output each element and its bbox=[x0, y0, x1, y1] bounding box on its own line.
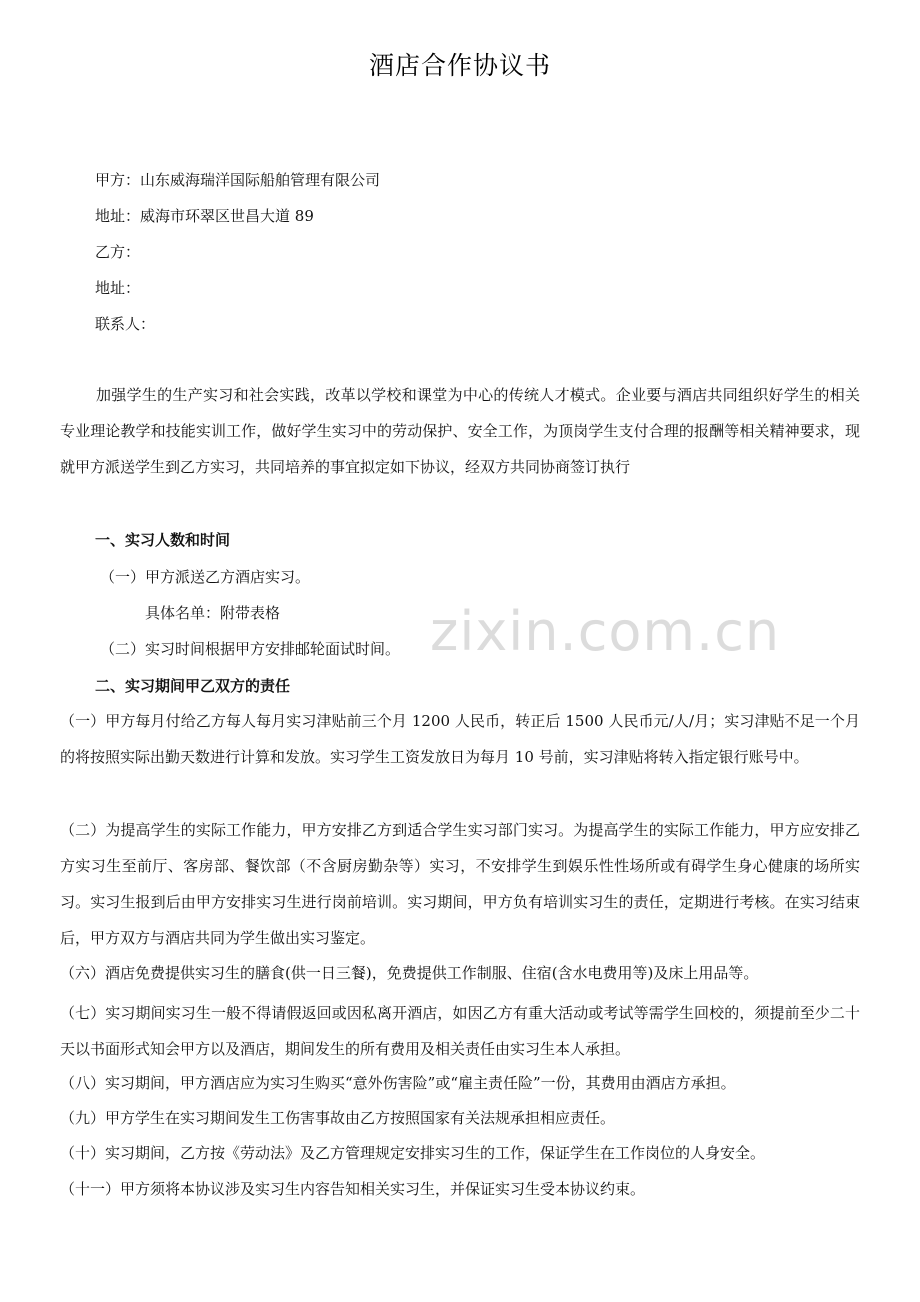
contact: 联系人： bbox=[95, 315, 156, 333]
section-1-item-2: （二）实习时间根据甲方安排邮轮面试时间。 bbox=[100, 640, 401, 658]
section-2-item-9: （九）甲方学生在实习期间发生工伤害事故由乙方按照国家有关法规承担相应责任。 bbox=[60, 1109, 616, 1127]
intro-paragraph: 加强学生的生产实习和社会实践，改革以学校和课堂为中心的传统人才模式。企业要与酒店共同组织好学生的相关专业理论教学和技能实训工作，做好学生实习中的劳动保护、安全工作，为顶岗学生支付合理的报酬等相关精神要求，现就甲方派送学生到乙方实习，共同培养的事宜拟定如下协议，经双方共同协商签订执行 bbox=[60, 386, 860, 476]
document-title: 酒店合作协议书 bbox=[368, 51, 551, 80]
party-a: 甲方：山东威海瑞洋国际船舶管理有限公司 bbox=[95, 171, 381, 189]
section-2-item-10: （十）实习期间，乙方按《劳动法》及乙方管理规定安排实习生的工作，保证学生在工作岗位的人身安全。 bbox=[60, 1144, 766, 1162]
section-1-item-1-sub: 具体名单：附带表格 bbox=[145, 604, 281, 622]
section-1-item-1: （一）甲方派送乙方酒店实习。 bbox=[100, 568, 311, 586]
address-a: 地址：威海市环翠区世昌大道 89 bbox=[95, 207, 314, 225]
section-1-heading: 一、实习人数和时间 bbox=[95, 531, 231, 549]
party-b: 乙方： bbox=[95, 243, 141, 261]
section-2-item-8: （八）实习期间，甲方酒店应为实习生购买“意外伤害险”或“雇主责任险”一份，其费用由酒店方承担。 bbox=[60, 1074, 736, 1092]
section-2-item-1: （一）甲方每月付给乙方每人每月实习津贴前三个月 1200 人民币，转正后 1500 人民币元/人/月；实习津贴不足一个月的将按照实际出勤天数进行计算和发放。实习学生工资发放日为每月 10 号前，实习津贴将转入指定银行账号中。 bbox=[60, 712, 860, 766]
watermark: zixin.com.cn bbox=[430, 600, 781, 663]
section-2-item-11: （十一）甲方须将本协议涉及实习生内容告知相关实习生，并保证实习生受本协议约束。 bbox=[60, 1180, 646, 1198]
section-2-item-6: （六）酒店免费提供实习生的膳食(供一日三餐)，免费提供工作制服、住宿(含水电费用等)及床上用品等。 bbox=[60, 964, 759, 982]
section-2-heading: 二、实习期间甲乙双方的责任 bbox=[95, 677, 291, 695]
section-2-item-2: （二）为提高学生的实际工作能力，甲方安排乙方到适合学生实习部门实习。为提高学生的实际工作能力，甲方应安排乙方实习生至前厅、客房部、餐饮部（不含厨房勤杂等）实习，不安排学生到娱乐性性场所或有碍学生身心健康的场所实习。实习生报到后由甲方安排实习生进行岗前培训。实习期间，甲方负有培训实习生的责任，定期进行考核。在实习结束后，甲方双方与酒店共同为学生做出实习鉴定。 bbox=[60, 821, 860, 947]
section-2-item-7: （七）实习期间实习生一般不得请假返回或因私离开酒店，如因乙方有重大活动或考试等需学生回校的，须提前至少二十天以书面形式知会甲方以及酒店，期间发生的所有费用及相关责任由实习生本人承担。 bbox=[60, 1004, 860, 1058]
address-b: 地址： bbox=[95, 279, 141, 297]
